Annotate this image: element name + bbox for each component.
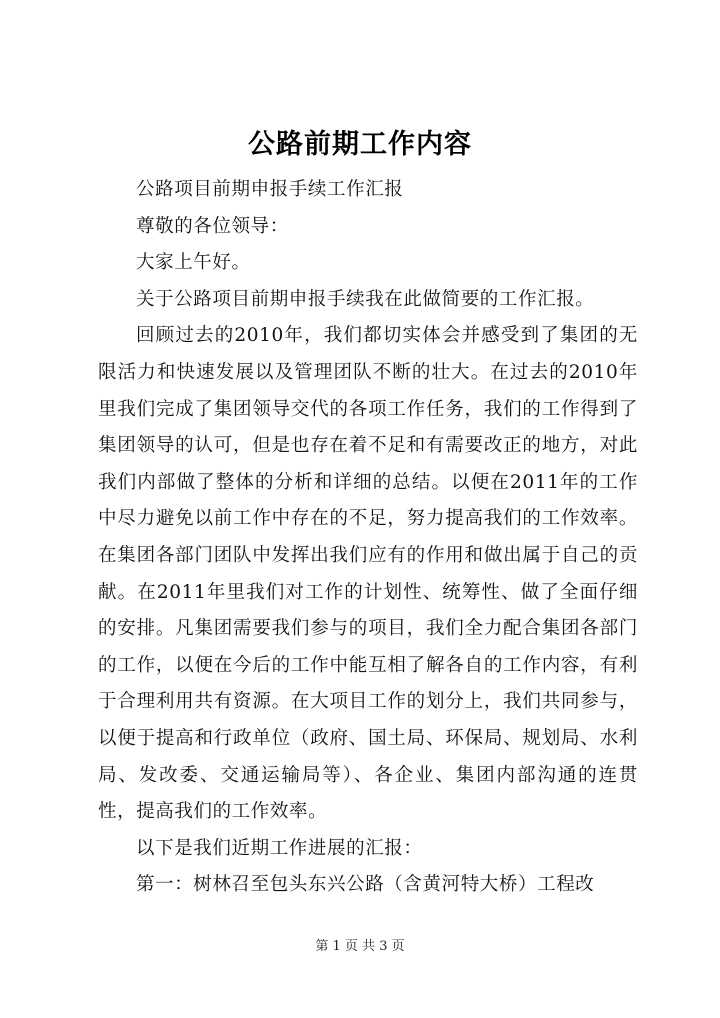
paragraph-progress-intro: 以下是我们近期工作进展的汇报： bbox=[136, 837, 423, 859]
document-title: 公路前期工作内容 bbox=[248, 129, 472, 160]
paragraph-greeting: 大家上午好。 bbox=[136, 252, 251, 274]
document-body bbox=[98, 172, 638, 904]
paragraph-review: 回顾过去的2010年，我们都切实体会并感受到了集团的无限活力和快速发展以及管理团队不断的壮大。在过去的2010年里我们完成了集团领导交代的各项工作任务，我们的工作得到了集团领导的认可，但是也存在着不足和有需要改正的地方，对此我们内部做了整体的分析和详细的总结。以便在2011年的工作中尽力避免以前工作中存在的不足，努力提高我们的工作效率。在集团各部门团队中发挥出我们应有的作用和做出属于自己的贡献。在2011年里我们对工作的计划性、统筹性、做了全面仔细的安排。凡集团需要我们参与的项目，我们全力配合集团各部门的工作，以便在今后的工作中能互相了解各自的工作内容，有利于合理利用共有资源。在大项目工作的划分上，我们共同参与，以便于提高和行政单位（政府、国土局、环保局、规划局、水利局、发改委、交通运输局等）、各企业、集团内部沟通的连贯性，提高我们的工作效率。 bbox=[98, 325, 638, 823]
paragraph-intro: 关于公路项目前期申报手续我在此做简要的工作汇报。 bbox=[136, 288, 595, 310]
page-footer: 第 1 页 共 3 页 bbox=[315, 939, 405, 954]
paragraph-salutation: 尊敬的各位领导： bbox=[136, 215, 289, 237]
paragraph-report-heading: 公路项目前期申报手续工作汇报 bbox=[136, 179, 404, 200]
paragraph-item-one: 第一：树林召至包头东兴公路（含黄河特大桥）工程改 bbox=[136, 874, 595, 896]
